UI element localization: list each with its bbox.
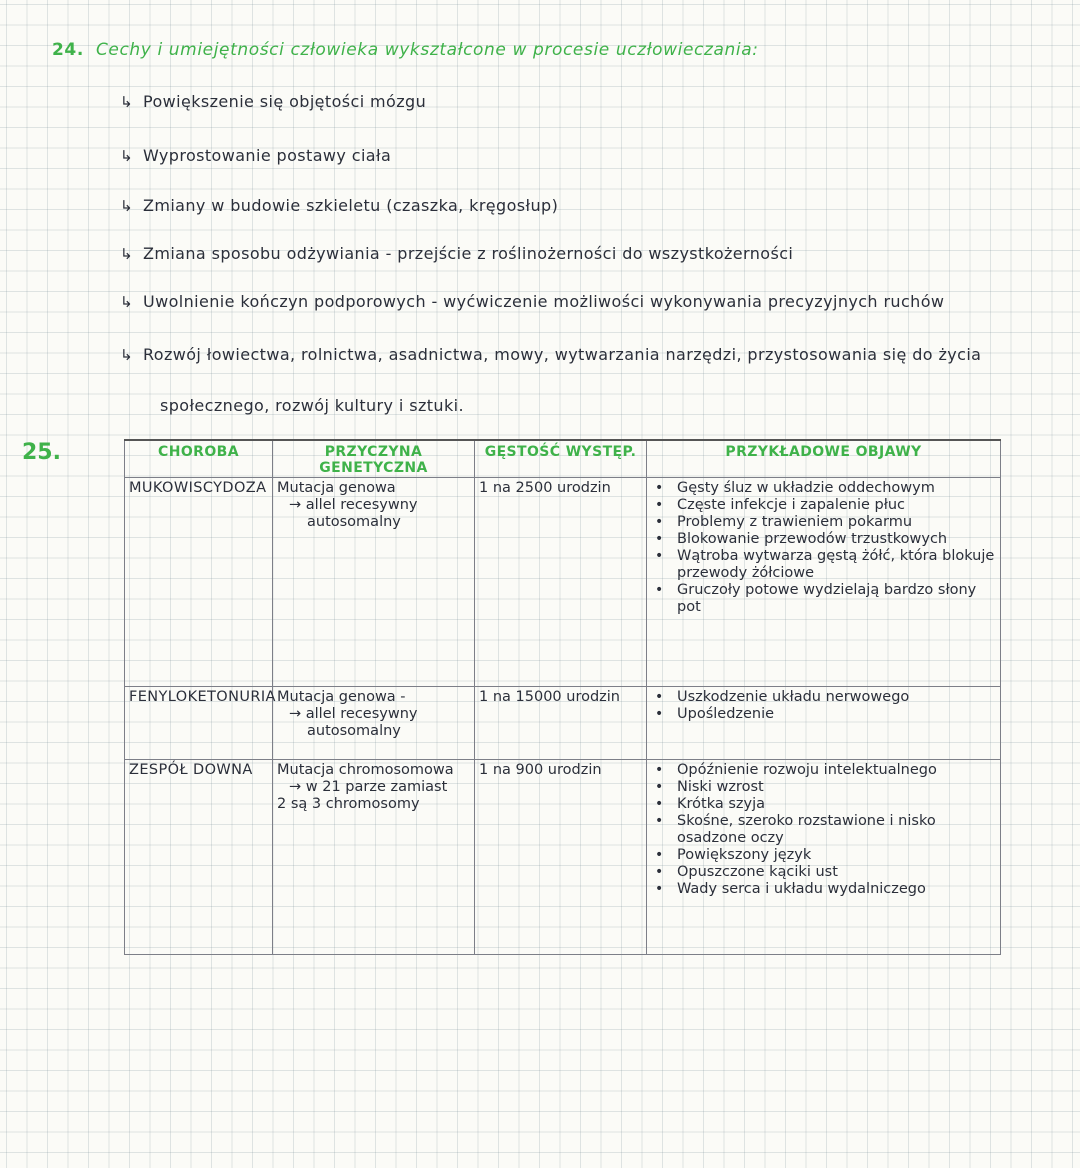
q24-item: ↳ Zmiany w budowie szkieletu (czaszka, kręgosłup) (120, 196, 559, 215)
list-item: • Krótka szyja (651, 796, 996, 813)
q25-number: 25. (22, 440, 61, 465)
column-header: PRZYCZYNA GENETYCZNA (273, 440, 475, 478)
list-item: • Opuszczone kąciki ust (651, 864, 996, 881)
list-item: • Uszkodzenie układu nerwowego (651, 689, 996, 706)
symptoms-cell (647, 760, 1001, 955)
symptoms-cell (647, 478, 1001, 687)
q24-item: ↳ Rozwój łowiectwa, rolnictwa, asadnictwa, mowy, wytwarzania narzędzi, przystosowania się do życia (120, 345, 982, 364)
table-header-row (125, 440, 1001, 478)
table-row (125, 478, 1001, 687)
q24-item: ↳ Zmiana sposobu odżywiania - przejście z roślinożerności do wszystkożerności (120, 244, 794, 263)
arrow-icon: ↳ (120, 147, 133, 165)
frequency-cell: 1 na 900 urodzin (475, 760, 647, 955)
arrow-icon: ↳ (120, 93, 133, 111)
list-item: • Blokowanie przewodów trzustkowych (651, 531, 996, 548)
list-item: • Częste infekcje i zapalenie płuc (651, 497, 996, 514)
frequency-cell: 1 na 15000 urodzin (475, 687, 647, 760)
disease-cell: MUKOWISCYDOZA (125, 478, 273, 687)
q24-heading (52, 40, 1052, 60)
cause-cell: Mutacja genowa - → allel recesywny autosomalny (273, 687, 475, 760)
list-item: • Problemy z trawieniem pokarmu (651, 514, 996, 531)
symptoms-cell (647, 687, 1001, 760)
list-item: • Skośne, szeroko rozstawione i nisko osadzone oczy (651, 813, 996, 847)
arrow-icon: ↳ (120, 346, 133, 364)
q24-item: ↳ Uwolnienie kończyn podporowych - wyćwiczenie możliwości wykonywania precyzyjnych ruchów (120, 292, 945, 311)
list-item: • Wady serca i układu wydalniczego (651, 881, 996, 898)
arrow-icon: ↳ (120, 197, 133, 215)
column-header: GĘSTOŚĆ WYSTĘP. (475, 440, 647, 478)
table-row (125, 760, 1001, 955)
cause-cell: Mutacja chromosomowa → w 21 parze zamiast 2 są 3 chromosomy (273, 760, 475, 955)
arrow-icon: ↳ (120, 245, 133, 263)
list-item: • Niski wzrost (651, 779, 996, 796)
list-item: • Gęsty śluz w układzie oddechowym (651, 480, 996, 497)
list-item: • Wątroba wytwarza gęstą żółć, która blokuje przewody żółciowe (651, 548, 996, 582)
list-item: • Powiększony język (651, 847, 996, 864)
cause-cell: Mutacja genowa → allel recesywny autosomalny (273, 478, 475, 687)
list-item: • Opóźnienie rozwoju intelektualnego (651, 762, 996, 779)
q24-item: ↳ Powiększenie się objętości mózgu (120, 92, 427, 111)
list-item: • Upośledzenie (651, 706, 996, 723)
arrow-icon: ↳ (120, 293, 133, 311)
column-header: CHOROBA (125, 440, 273, 478)
q24-title-text: Cechy i umiejętności człowieka wykształcone w procesie uczłowieczania: (95, 40, 759, 60)
disease-cell: FENYLOKETONURIA (125, 687, 273, 760)
list-item: • Gruczoły potowe wydzielają bardzo słony pot (651, 582, 996, 616)
q24-item: ↳ Wyprostowanie postawy ciała (120, 146, 392, 165)
disease-cell: ZESPÓŁ DOWNA (125, 760, 273, 955)
q24-item-continuation: społecznego, rozwój kultury i sztuki. (160, 396, 464, 415)
column-header: PRZYKŁADOWE OBJAWY (647, 440, 1001, 478)
table-row (125, 687, 1001, 760)
genetic-diseases-table (124, 439, 1001, 955)
q24-number: 24. (52, 40, 84, 60)
frequency-cell: 1 na 2500 urodzin (475, 478, 647, 687)
